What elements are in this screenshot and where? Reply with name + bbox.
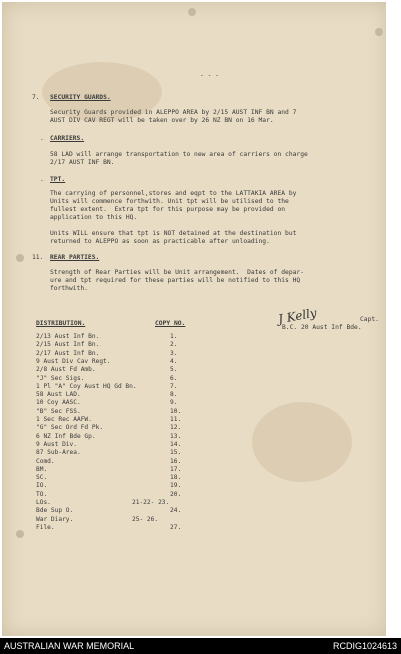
distribution-recipient: War Diary. <box>36 515 74 523</box>
distribution-copy-number: 2. <box>170 341 178 349</box>
distribution-copy-number: 18. <box>170 474 182 482</box>
section-line: The carrying of personnel,stores and eqpt to the LATTAKIA AREA by <box>50 190 297 197</box>
section-line: Units WILL ensure that tpt is NOT detained at the destination but <box>50 230 297 237</box>
section-line: Strength of Rear Parties will be Unit arrangement. Dates of depar- <box>50 269 305 276</box>
distribution-recipient: 58 Aust LAD. <box>36 391 81 399</box>
distribution-copy-number: 17. <box>170 465 182 473</box>
paper-stain <box>252 402 352 482</box>
distribution-recipient: Comd. <box>36 457 55 465</box>
distribution-copy-number: 16. <box>170 457 182 465</box>
distribution-copy-number: 21-22- 23. <box>132 499 170 506</box>
footer-bar <box>0 638 401 654</box>
distribution-recipient: TO. <box>36 490 48 498</box>
section-heading-tpt: TPT. <box>50 176 66 183</box>
punch-hole <box>16 530 24 538</box>
distribution-copy-number: 3. <box>170 349 178 357</box>
distribution-copy-number: 19. <box>170 482 182 490</box>
distribution-recipient: 2/17 Aust Inf Bn. <box>36 349 100 357</box>
distribution-recipient: LOs. <box>36 499 51 506</box>
distribution-copy-number: 4. <box>170 357 178 365</box>
distribution-copy-number: 25- 26. <box>132 515 159 523</box>
section-heading-carriers: CARRIERS. <box>50 135 85 142</box>
distribution-recipient: Bde Sup O. <box>36 507 74 515</box>
distribution-recipient: "G" Sec Ord Fd Pk. <box>36 424 104 432</box>
distribution-copy-number: 10. <box>170 407 182 415</box>
copy-no-heading: COPY NO. <box>155 320 186 327</box>
section-number: 7. <box>32 94 40 101</box>
section-line: 58 LAD will arrange transportation to new area of carriers on charge <box>50 151 308 158</box>
distribution-recipient: 2/8 Aust Fd Amb. <box>36 366 96 374</box>
punch-hole <box>188 8 196 16</box>
distribution-recipient: 2/15 Aust Inf Bn. <box>36 341 100 349</box>
section-number: 11. <box>32 254 44 261</box>
section-heading-security-guards: SECURITY GUARDS. <box>50 94 111 101</box>
punch-hole <box>375 28 383 36</box>
section-number: . <box>40 135 44 142</box>
distribution-copy-number: 7. <box>170 382 178 390</box>
distribution-heading: DISTRIBUTION. <box>36 320 86 327</box>
distribution-copy-number: 11. <box>170 416 182 423</box>
distribution-copy-number: 14. <box>170 440 182 448</box>
distribution-copy-number: 27. <box>170 523 182 531</box>
section-line: 2/17 AUST INF BN. <box>50 159 115 166</box>
section-line: forthwith. <box>50 285 88 292</box>
distribution-recipient: IO. <box>36 482 48 490</box>
distribution-recipient: 6 NZ Inf Bde Gp. <box>36 432 96 440</box>
signature-rank: Capt. <box>360 316 379 323</box>
section-line: Units will commence forthwith. Unit tpt will be utilised to the <box>50 198 289 205</box>
distribution-copy-number: 8. <box>170 391 178 399</box>
section-number: . <box>40 176 44 183</box>
distribution-copy-number: 13. <box>170 432 182 440</box>
distribution-recipient: 1 Pl "A" Coy Aust HQ Gd Bn. <box>36 382 137 390</box>
section-line: ure and tpt required for these parties will be notified to this HQ <box>50 277 301 284</box>
distribution-recipient: 9 Aust Div Cav Regt. <box>36 357 111 365</box>
distribution-recipient: 9 Aust Div. <box>36 440 77 448</box>
distribution-recipient: 10 Coy AASC. <box>36 399 81 407</box>
distribution-recipient: 87 Sub-Area. <box>36 449 81 457</box>
section-line: Security Guards provided in ALEPPO AREA by 2/15 AUST INF BN and 7 <box>50 109 297 116</box>
distribution-recipient: SC. <box>36 474 48 482</box>
section-heading-rear-parties: REAR PARTIES. <box>50 254 100 261</box>
section-line: application to this HQ. <box>50 214 138 221</box>
distribution-recipient: BM. <box>36 465 48 473</box>
footer-institution: AUSTRALIAN WAR MEMORIAL <box>4 641 135 651</box>
top-mark: - - - <box>200 72 219 79</box>
section-line: AUST DIV CAV REGT will be taken over by 26 NZ BN on 16 Mar. <box>50 117 274 124</box>
distribution-recipient: 2/13 Aust Inf Bn. <box>36 333 100 340</box>
distribution-copy-number: 20. <box>170 490 182 498</box>
distribution-recipient: "J" Sec Sigs. <box>36 374 85 382</box>
distribution-recipient: "B" Sec FSS. <box>36 407 81 415</box>
distribution-copy-number: 24. <box>170 507 182 515</box>
handwritten-signature: J Kelly <box>277 305 318 327</box>
distribution-copy-number: 5. <box>170 366 178 374</box>
page-margin <box>386 0 401 638</box>
distribution-copy-number: 1. <box>170 333 178 340</box>
distribution-copy-number: 9. <box>170 399 178 407</box>
distribution-copy-number: 6. <box>170 374 178 382</box>
section-line: returned to ALEPPO as soon as practicable after unloading. <box>50 238 270 245</box>
distribution-recipient: 1 Sec Rec AAFW. <box>36 416 92 423</box>
distribution-copy-number: 12. <box>170 424 182 432</box>
distribution-recipient: File. <box>36 523 55 531</box>
punch-hole <box>16 254 24 262</box>
footer-record-id: RCDIG1024613 <box>332 641 397 651</box>
distribution-copy-number: 15. <box>170 449 182 457</box>
signature-unit: B.C. 20 Aust Inf Bde. <box>282 324 362 331</box>
section-line: fullest extent. Extra tpt for this purpose may be provided on <box>50 206 286 213</box>
